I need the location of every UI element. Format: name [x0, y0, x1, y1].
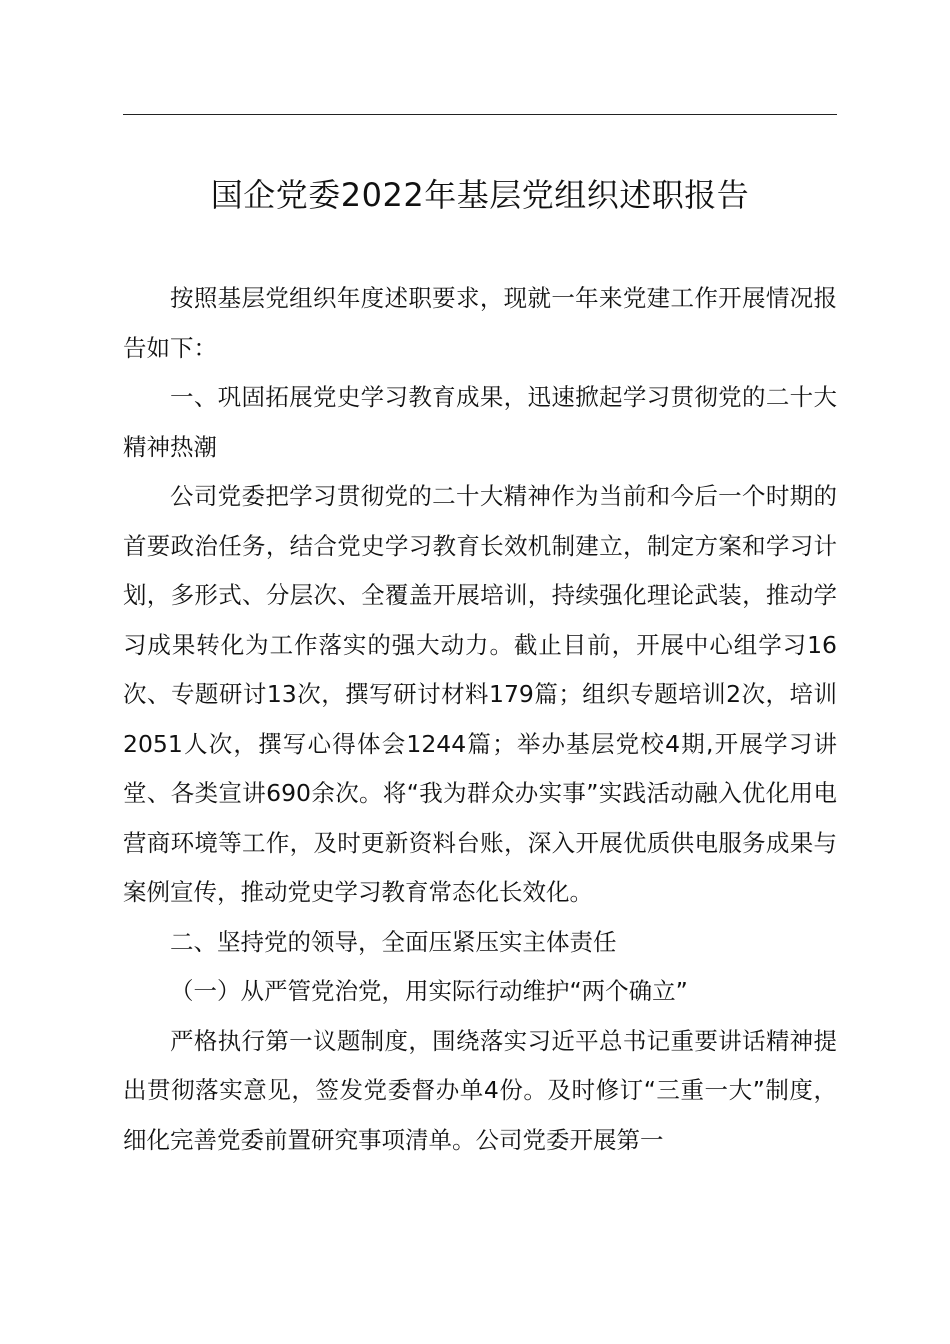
- section-heading-2: 二、坚持党的领导，全面压紧压实主体责任: [170, 927, 617, 956]
- subsection-heading-2-1: （一）从严管党治党，用实际行动维护“两个确立”: [170, 977, 688, 1005]
- section-1-paragraph: 公司党委把学习贯彻党的二十大精神作为当前和今后一个时期的首要政治任务，结合党史学习教育长效机制建立，制定方案和学习计划，多形式、分层次、全覆盖开展培训，持续强化理论武装，推动学习成果转化为工作落实的强大动力。截止目前，开展中心组学习16次、专题研讨13次，撰写研讨材料179篇；组织专题培训2次，培训2051人次，撰写心得体会1244篇；举办基层党校4期,开展学习讲堂、各类宣讲690余次。将“我为群众办实事”实践活动融入优化用电营商环境等工作，及时更新资料台账，深入开展优质供电服务成果与案例宣传，推动党史学习教育常态化长效化。: [123, 482, 837, 906]
- document-title: 国企党委2022年基层党组织述职报告: [210, 176, 750, 214]
- subsection-2-1-paragraph: 严格执行第一议题制度，围绕落实习近平总书记重要讲话精神提出贯彻落实意见，签发党委督办单4份。及时修订“三重一大”制度，细化完善党委前置研究事项清单。公司党委开展第一: [123, 1026, 837, 1154]
- document-body: [123, 274, 837, 1165]
- intro-paragraph: 按照基层党组织年度述职要求，现就一年来党建工作开展情况报告如下：: [123, 284, 837, 362]
- header-rule: [123, 114, 837, 115]
- section-heading-1: 一、巩固拓展党史学习教育成果，迅速掀起学习贯彻党的二十大精神热潮: [123, 383, 837, 461]
